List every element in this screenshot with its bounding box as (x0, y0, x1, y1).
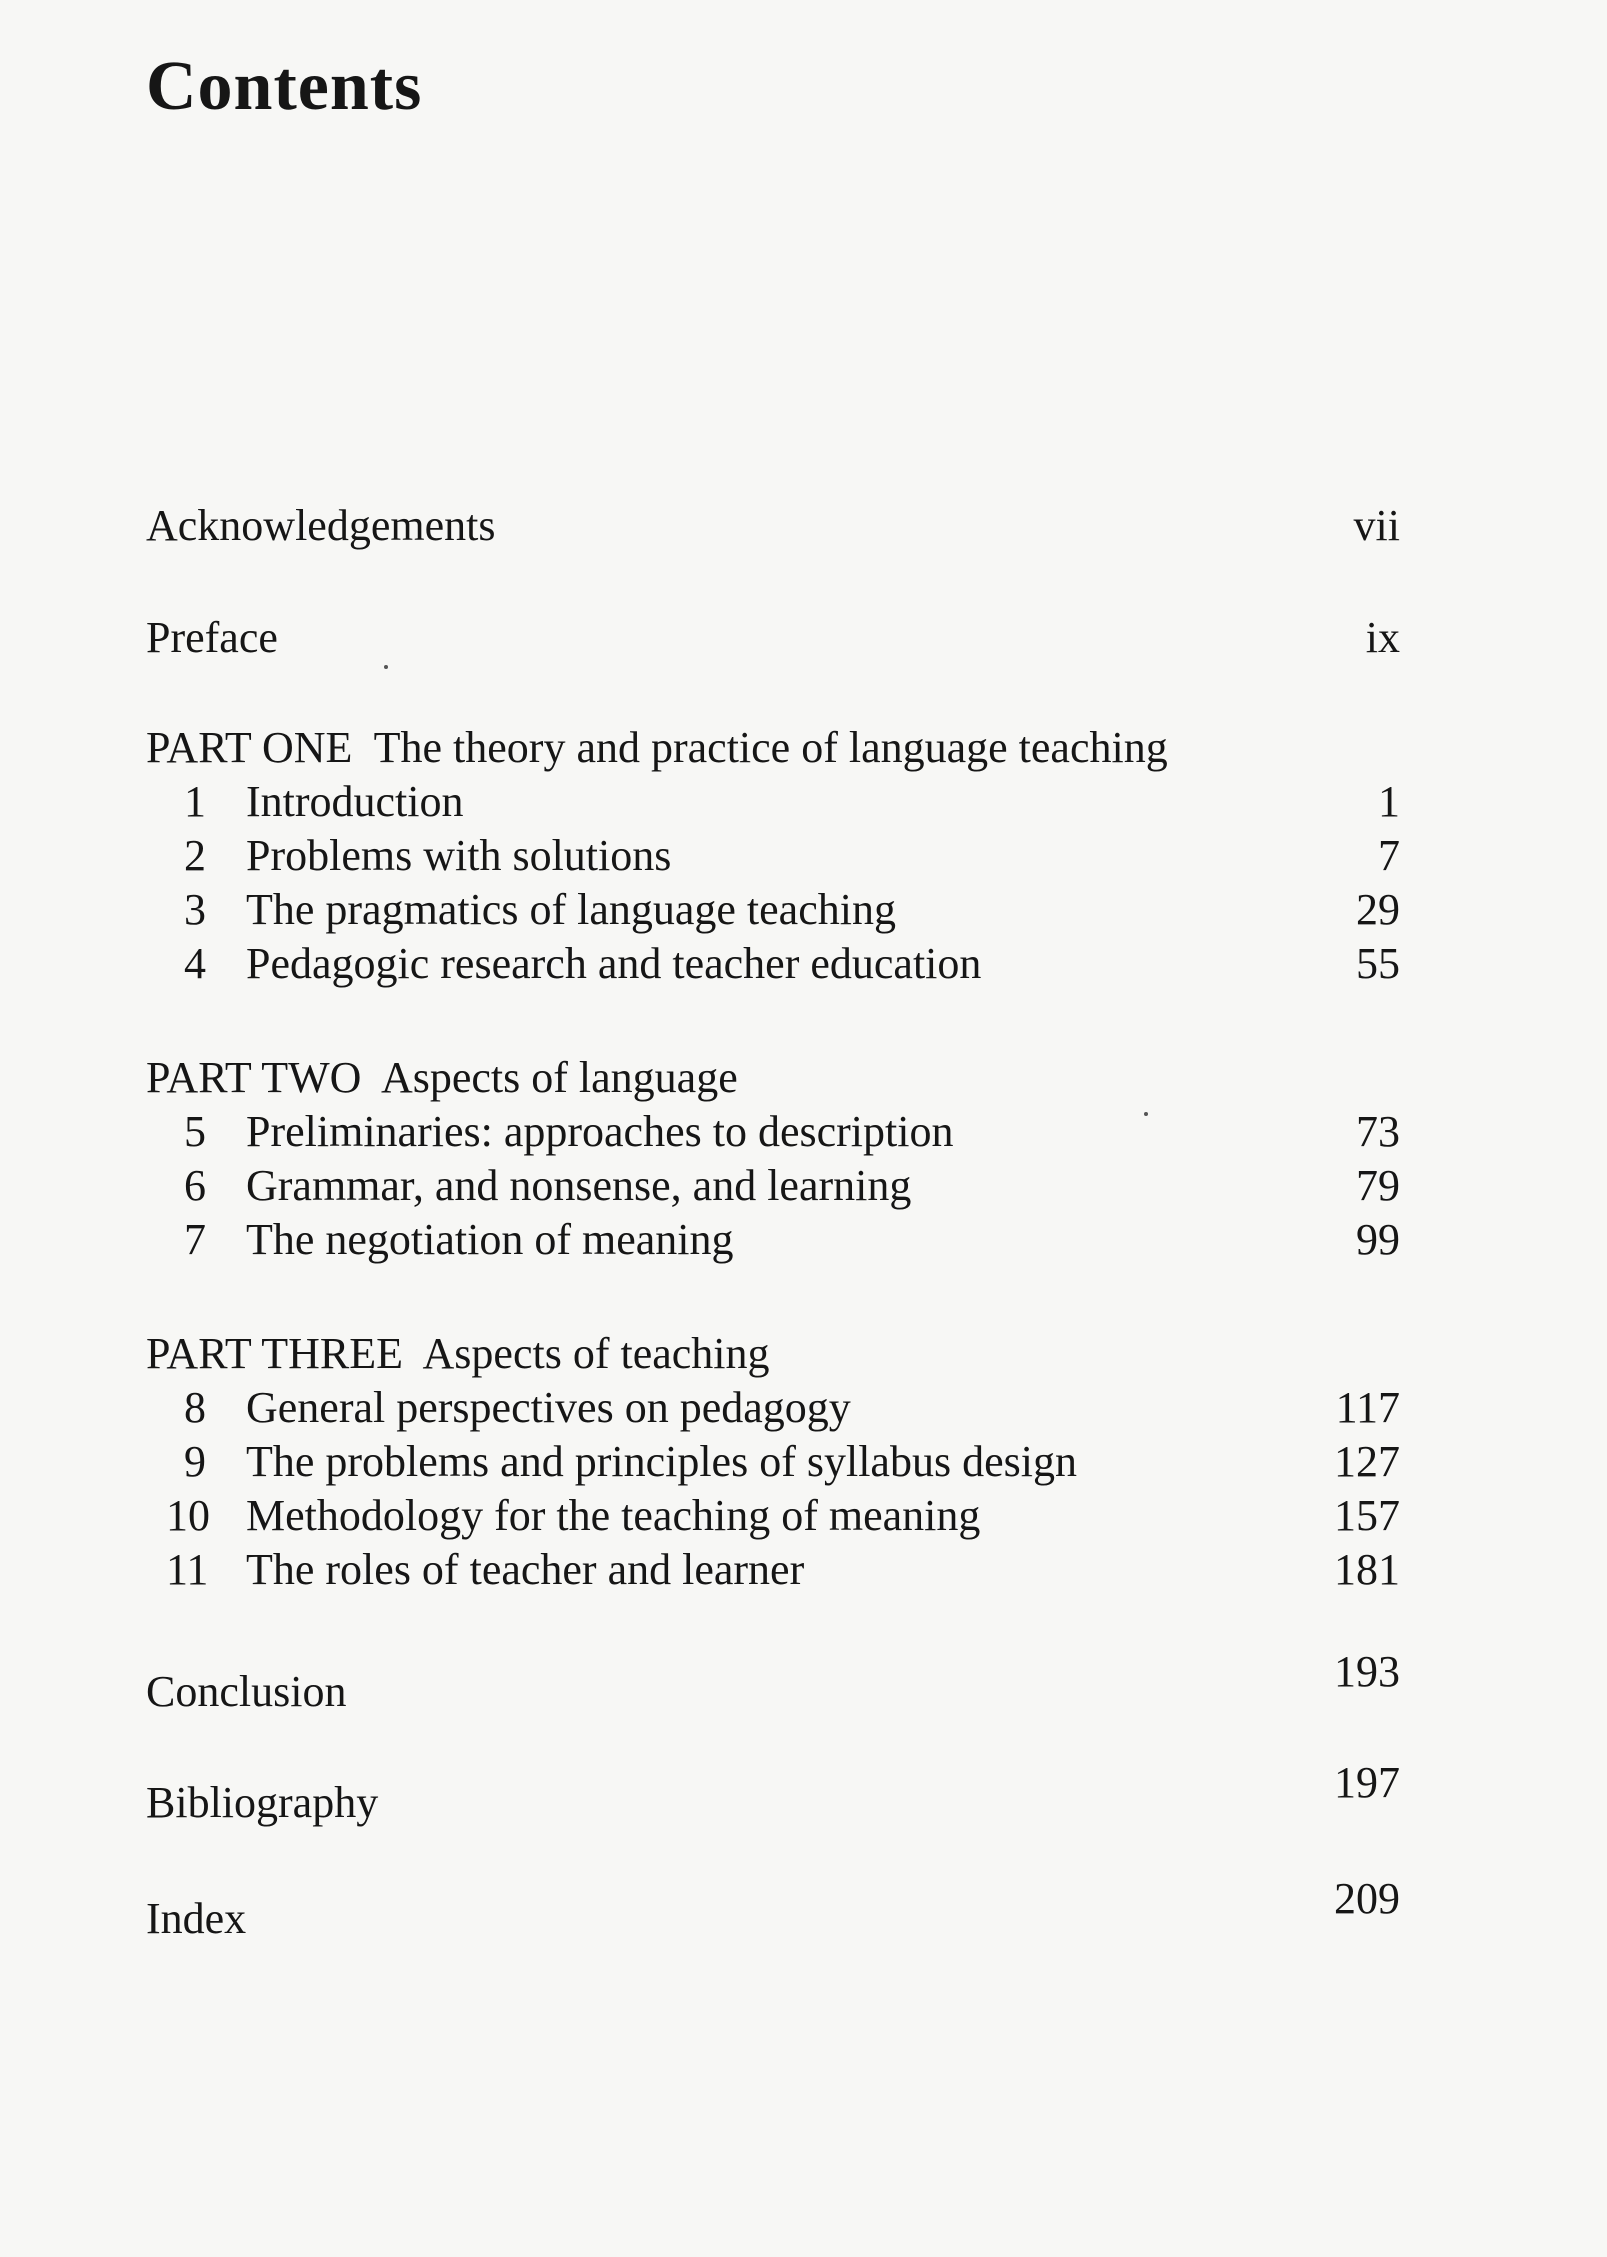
chapter-number: 11 (166, 1545, 209, 1594)
part-heading-two (146, 1052, 1400, 1104)
part-label: PART ONE (146, 723, 353, 772)
toc-chapter-9[interactable] (146, 1436, 1400, 1488)
chapter-number: 4 (184, 939, 206, 988)
toc-chapter-6[interactable] (146, 1160, 1400, 1212)
chapter-title: Methodology for the teaching of meaning (246, 1491, 981, 1540)
chapter-title: Pedagogic research and teacher education (246, 939, 982, 988)
toc-entry-preface[interactable] (146, 612, 1400, 664)
toc-chapter-2[interactable] (146, 830, 1400, 882)
toc-entry-bibliography[interactable] (146, 1758, 1400, 1829)
entry-page: 193 (1334, 1647, 1400, 1696)
chapter-page: 157 (1334, 1491, 1400, 1540)
toc-chapter-8[interactable] (146, 1382, 1400, 1434)
entry-label: Conclusion (146, 1667, 347, 1716)
part-title: Aspects of teaching (422, 1329, 770, 1378)
chapter-title: Problems with solutions (246, 831, 672, 880)
page-title: Contents (146, 48, 423, 125)
chapter-number: 8 (184, 1383, 206, 1432)
part-label: PART TWO (146, 1053, 362, 1102)
entry-page: 197 (1334, 1758, 1400, 1807)
chapter-title: Grammar, and nonsense, and learning (246, 1161, 912, 1210)
toc-chapter-5[interactable] (146, 1106, 1400, 1158)
chapter-title: Preliminaries: approaches to description (246, 1107, 954, 1156)
entry-page: 209 (1334, 1874, 1400, 1923)
chapter-page: 1 (1378, 777, 1400, 826)
chapter-page: 79 (1356, 1161, 1400, 1210)
toc-chapter-7[interactable] (146, 1214, 1400, 1266)
toc-entry-conclusion[interactable] (146, 1647, 1400, 1718)
entry-label: Bibliography (146, 1778, 379, 1827)
chapter-number: 2 (184, 831, 206, 880)
part-heading-three (146, 1328, 1400, 1380)
entry-label: Index (146, 1894, 247, 1943)
chapter-page: 117 (1335, 1383, 1400, 1432)
chapter-title: The negotiation of meaning (246, 1215, 734, 1264)
toc-chapter-10[interactable] (146, 1490, 1400, 1542)
chapter-page: 29 (1356, 885, 1400, 934)
print-speck (1144, 1112, 1148, 1116)
chapter-page: 127 (1334, 1437, 1400, 1486)
toc-chapter-11[interactable] (146, 1544, 1400, 1596)
chapter-title: The problems and principles of syllabus design (246, 1437, 1077, 1486)
chapter-number: 1 (184, 777, 206, 826)
toc-chapter-4[interactable] (146, 938, 1400, 990)
chapter-title: Introduction (246, 777, 464, 826)
entry-page: vii (1353, 501, 1400, 550)
chapter-title: General perspectives on pedagogy (246, 1383, 851, 1432)
part-label: PART THREE (146, 1329, 403, 1378)
part-title: The theory and practice of language teaching (373, 723, 1168, 772)
chapter-page: 55 (1356, 939, 1400, 988)
toc-entry-acknowledgements[interactable] (146, 500, 1400, 552)
toc-entry-index[interactable] (146, 1874, 1400, 1945)
chapter-number: 6 (184, 1161, 206, 1210)
chapter-number: 5 (184, 1107, 206, 1156)
entry-label: Preface (146, 613, 278, 662)
chapter-number: 7 (184, 1215, 206, 1264)
chapter-page: 181 (1334, 1545, 1400, 1594)
chapter-page: 73 (1356, 1107, 1400, 1156)
chapter-number: 10 (166, 1491, 210, 1540)
part-heading-one (146, 722, 1400, 774)
chapter-title: The pragmatics of language teaching (246, 885, 896, 934)
chapter-title: The roles of teacher and learner (246, 1545, 805, 1594)
part-title: Aspects of language (380, 1053, 738, 1102)
chapter-number: 3 (184, 885, 206, 934)
print-speck (384, 665, 388, 669)
chapter-page: 99 (1356, 1215, 1400, 1264)
chapter-number: 9 (184, 1437, 206, 1486)
toc-chapter-1[interactable] (146, 776, 1400, 828)
entry-label: Acknowledgements (146, 501, 496, 550)
chapter-page: 7 (1378, 831, 1400, 880)
toc-chapter-3[interactable] (146, 884, 1400, 936)
entry-page: ix (1365, 613, 1400, 662)
